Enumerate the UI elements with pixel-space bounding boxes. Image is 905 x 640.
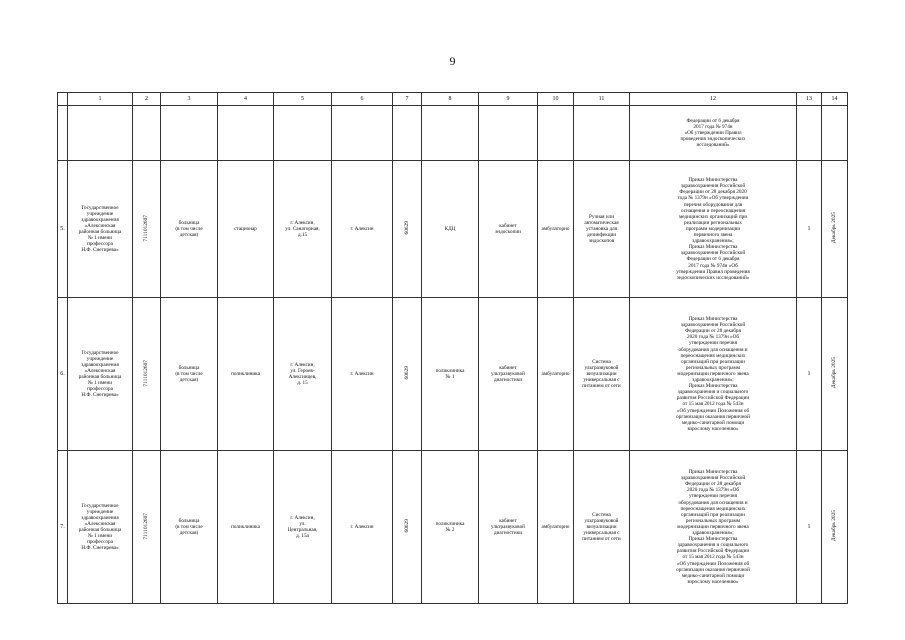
table-row — [58, 161, 848, 298]
cabinet: кабинет ультразвуковой диагностики — [479, 298, 538, 451]
header-cell: 6 — [332, 93, 393, 106]
institution-name: Государственное учреждение здравоохранения «Алексинская районная больница № 1 имени профессора Н.Ф. Снегирева» — [68, 451, 133, 604]
cabinet: кабинет ультразвуковой диагностики — [479, 451, 538, 604]
subdivision: КДЦ — [422, 161, 479, 298]
equipment-table — [57, 92, 848, 604]
deadline-cell: Декабрь 2025 — [831, 357, 838, 389]
inn-cell: 7111012607 — [143, 512, 150, 540]
row-number: 7. — [58, 451, 68, 604]
header-cell: 12 — [630, 93, 797, 106]
oktmo-cell: 60629 — [403, 366, 410, 380]
deadline-cell: Декабрь 2025 — [831, 212, 838, 244]
institution-type: больница (в том числе детская) — [161, 298, 218, 451]
legal-basis-cell: Приказ Министерства здравоохранения Российской Федерации от 28 декабря 2020 года № 1379н «Об утверждении перечня оборудования для оснащения и переоснащения медицинских организаций при реализации региональных программ модернизации первичного звена здравоохранения»; Приказ Министерства здравоохранения Российской Федерации от 6 декабря 2017 года № 974н «Об утверждении Правил проведения эндоскопических исследований» — [630, 161, 797, 298]
header-cell: 11 — [574, 93, 630, 106]
equipment-name: Система ультразвуковой визуализации универсальная с питанием от сети — [574, 451, 630, 604]
header-cell: 5 — [274, 93, 332, 106]
address: г. Алексин, ул. Санаторная, д.15 — [274, 161, 332, 298]
unit-type: поликлиника — [218, 451, 274, 604]
quantity: 1 — [797, 161, 822, 298]
unit-type: стационар — [218, 161, 274, 298]
subdivision: поликлиника № 2 — [422, 451, 479, 604]
table-row — [58, 298, 848, 451]
table-row — [58, 451, 848, 604]
header-cell: 1 — [68, 93, 133, 106]
row-number: 6. — [58, 298, 68, 451]
care-condition: амбулаторно — [538, 451, 574, 604]
legal-basis-cell: Федерации от 6 декабря 2017 года № 974н «Об утверждении Правил проведения эндоскопических исследований» — [630, 106, 797, 161]
care-condition: амбулаторно — [538, 161, 574, 298]
oktmo-cell: 60629 — [403, 221, 410, 235]
institution-name: Государственное учреждение здравоохранения «Алексинская районная больница № 1 имени профессора Н.Ф. Снегирева» — [68, 161, 133, 298]
legal-basis-cell: Приказ Министерства здравоохранения Российской Федерации от 28 декабря 2020 года № 1379н «Об утверждении перечня оборудования для оснащения и переоснащения медицинских организаций при реализации региональных программ модернизации первичного звена здравоохранения»; Приказ Министерства здравоохранения и социального развития Российской Федерации от 15 мая 2012 года № 543н «Об утверждении Положения об организации оказания первичной медико-санитарной помощи взрослому населению» — [630, 298, 797, 451]
settlement: г. Алексин — [332, 298, 393, 451]
row-number: 5. — [58, 161, 68, 298]
institution-type: больница (в том числе детская) — [161, 451, 218, 604]
header-cell: 4 — [218, 93, 274, 106]
continuation-row — [58, 106, 848, 161]
deadline-cell: Декабрь 2025 — [831, 510, 838, 542]
subdivision: поликлиника № 1 — [422, 298, 479, 451]
quantity: 1 — [797, 451, 822, 604]
address: г. Алексин, ул. Героев- Алексинцев, д. 15 — [274, 298, 332, 451]
address: г. Алексин, ул. Центральная, д. 15а — [274, 451, 332, 604]
header-cell: 3 — [161, 93, 218, 106]
header-cell: 2 — [133, 93, 161, 106]
inn-cell: 7111012607 — [143, 359, 150, 387]
settlement: г. Алексин — [332, 161, 393, 298]
header-cell: 14 — [822, 93, 848, 106]
settlement: г. Алексин — [332, 451, 393, 604]
legal-basis-cell: Приказ Министерства здравоохранения Российской Федерации от 28 декабря 2020 года № 1379н «Об утверждении перечня оборудования для оснащения и переоснащения медицинских организаций при реализации региональных программ модернизации первичного звена здравоохранения»; Приказ Министерства здравоохранения и социального развития Российской Федерации от 15 мая 2012 года № 543н «Об утверждении Положения об организации оказания первичной медико-санитарной помощи взрослому населению» — [630, 451, 797, 604]
inn-cell: 7111012607 — [143, 214, 150, 242]
equipment-name: Ручная или автоматическая установка для дезинфекции эндоскопов — [574, 161, 630, 298]
institution-name: Государственное учреждение здравоохранения «Алексинская районная больница № 1 имени профессора Н.Ф. Снегирева» — [68, 298, 133, 451]
unit-type: поликлиника — [218, 298, 274, 451]
equipment-name: Система ультразвуковой визуализации универсальная с питанием от сети — [574, 298, 630, 451]
header-cell: 10 — [538, 93, 574, 106]
page-number: 9 — [449, 54, 456, 68]
header-row — [58, 93, 848, 106]
care-condition: амбулаторно — [538, 298, 574, 451]
cabinet: кабинет эндоскопии — [479, 161, 538, 298]
institution-type: больница (в том числе детская) — [161, 161, 218, 298]
header-cell: 9 — [479, 93, 538, 106]
oktmo-cell: 60629 — [403, 519, 410, 533]
header-cell: 8 — [422, 93, 479, 106]
quantity: 1 — [797, 298, 822, 451]
header-cell: 13 — [797, 93, 822, 106]
header-cell: 7 — [393, 93, 422, 106]
